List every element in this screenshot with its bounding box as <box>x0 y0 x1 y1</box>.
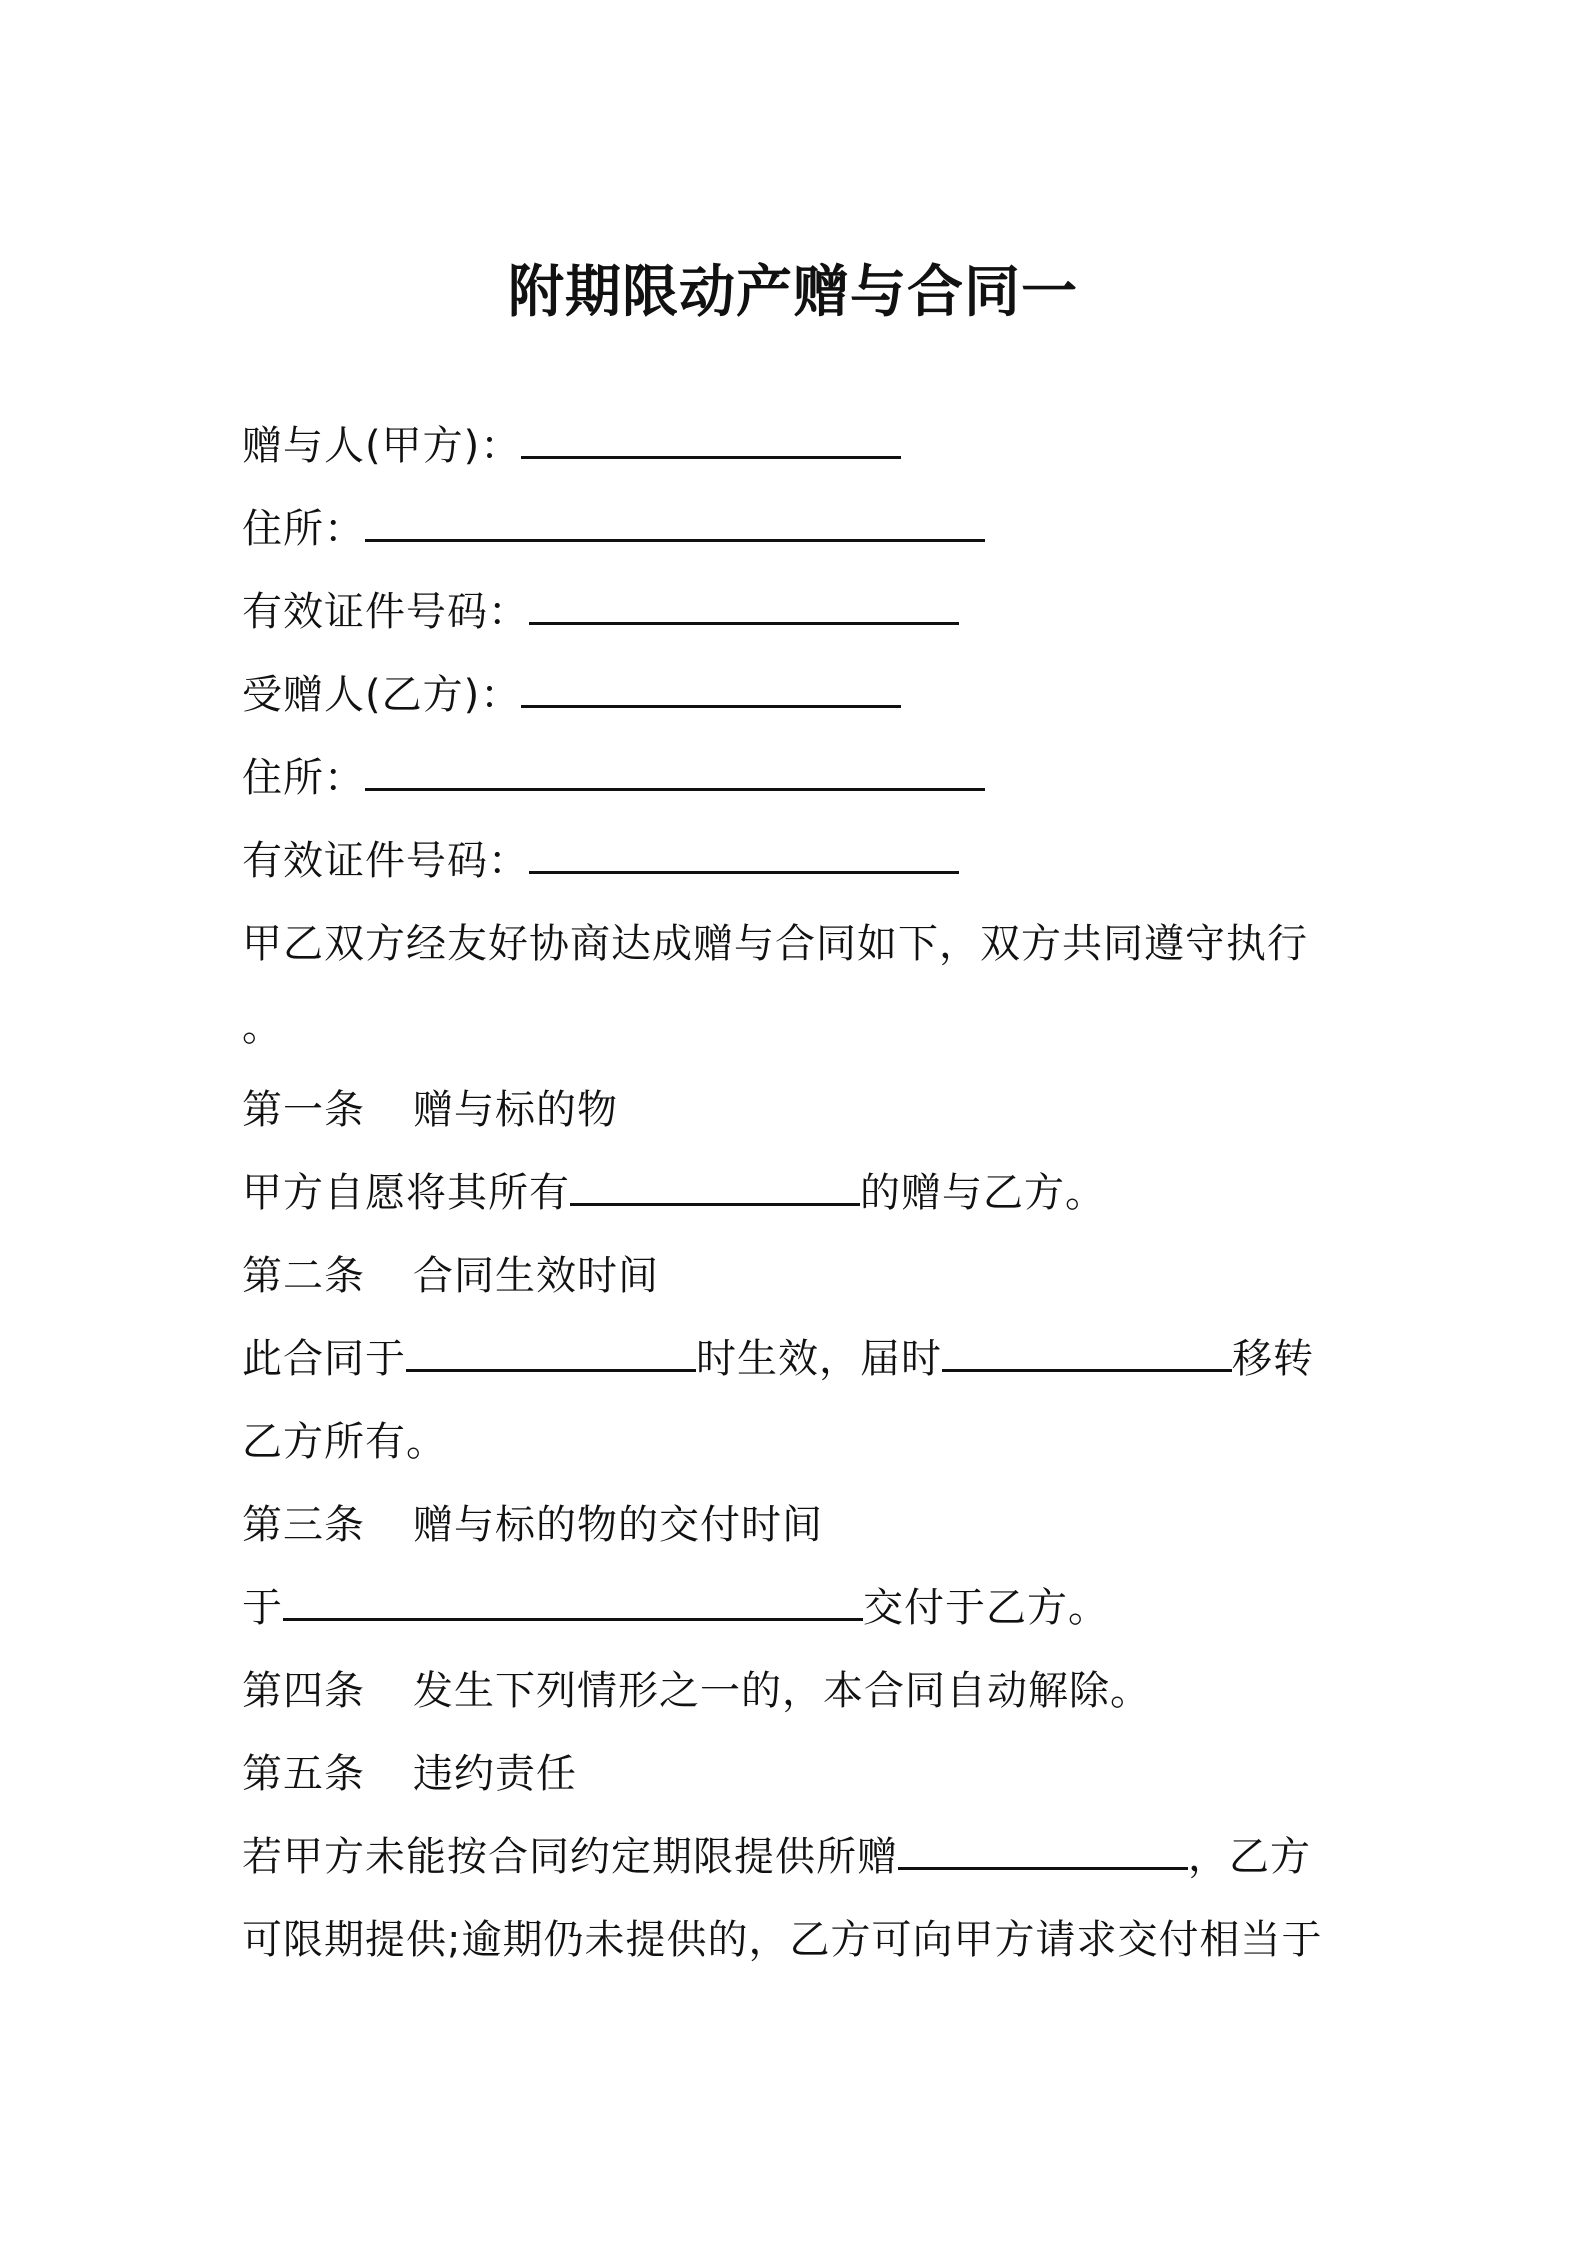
article-4-number: 第四条 <box>242 1668 365 1714</box>
article-5-text-cont: 可限期提供;逾期仍未提供的，乙方可向甲方请求交付相当于 <box>242 1917 1323 1963</box>
effective-time-blank[interactable] <box>406 1335 696 1372</box>
article-3-title: 赠与标的物的交付时间 <box>413 1502 823 1548</box>
article-2-number: 第二条 <box>242 1253 365 1299</box>
article-3-text-start: 于 <box>242 1585 283 1631</box>
gift-item-blank[interactable] <box>570 1169 860 1206</box>
article-2-text-transfer: 移转 <box>1232 1336 1314 1382</box>
article-5-number: 第五条 <box>242 1751 365 1797</box>
article-1-text-start: 甲方自愿将其所有 <box>242 1170 570 1216</box>
document-title: 附期限动产赠与合同一 <box>508 260 1078 325</box>
intro-paragraph: 甲乙双方经友好协商达成赠与合同如下，双方共同遵守执行 <box>242 921 1308 967</box>
article-5-text-end: ，乙方 <box>1188 1834 1311 1880</box>
donee-id-label: 有效证件号码： <box>242 838 529 884</box>
article-2-text-cont: 乙方所有。 <box>242 1419 447 1465</box>
article-5-text-start: 若甲方未能按合同约定期限提供所赠 <box>242 1834 898 1880</box>
donee-label: 受赠人(乙方)： <box>242 672 522 718</box>
article-2-text <box>242 1333 1314 1385</box>
article-1-number: 第一条 <box>242 1087 365 1133</box>
donee-name-blank[interactable] <box>521 671 901 708</box>
donor-name-blank[interactable] <box>521 422 901 459</box>
intro-paragraph-end: 。 <box>242 1004 283 1050</box>
donee-id-line <box>242 835 959 887</box>
transfer-item-blank[interactable] <box>942 1335 1232 1372</box>
donee-address-label: 住所： <box>242 755 365 801</box>
article-1-title: 赠与标的物 <box>413 1087 618 1133</box>
donor-address-line <box>242 503 985 555</box>
delivery-time-blank[interactable] <box>283 1584 863 1621</box>
article-2-text-start: 此合同于 <box>242 1336 406 1382</box>
article-3-heading <box>242 1499 823 1551</box>
donor-label: 赠与人(甲方)： <box>242 423 522 469</box>
article-4-heading <box>242 1665 1151 1717</box>
donee-address-line <box>242 752 985 804</box>
article-2-heading <box>242 1250 659 1302</box>
donee-id-blank[interactable] <box>529 837 959 874</box>
article-2-title: 合同生效时间 <box>413 1253 659 1299</box>
article-3-number: 第三条 <box>242 1502 365 1548</box>
donor-id-line <box>242 586 959 638</box>
article-1-heading <box>242 1084 618 1136</box>
donee-line <box>242 669 901 721</box>
donee-address-blank[interactable] <box>365 754 985 791</box>
gift-provided-blank[interactable] <box>898 1833 1188 1870</box>
article-5-title: 违约责任 <box>413 1751 577 1797</box>
article-5-heading <box>242 1748 577 1800</box>
donor-line <box>242 420 901 472</box>
donor-address-label: 住所： <box>242 506 365 552</box>
donor-id-blank[interactable] <box>529 588 959 625</box>
article-4-title: 发生下列情形之一的，本合同自动解除。 <box>413 1668 1151 1714</box>
article-3-text-end: 交付于乙方。 <box>863 1585 1109 1631</box>
donor-address-blank[interactable] <box>365 505 985 542</box>
article-1-text <box>242 1167 1106 1219</box>
article-5-text <box>242 1831 1311 1883</box>
article-2-text-middle: 时生效，届时 <box>696 1336 942 1382</box>
article-1-text-end: 的赠与乙方。 <box>860 1170 1106 1216</box>
article-3-text <box>242 1582 1109 1634</box>
donor-id-label: 有效证件号码： <box>242 589 529 635</box>
